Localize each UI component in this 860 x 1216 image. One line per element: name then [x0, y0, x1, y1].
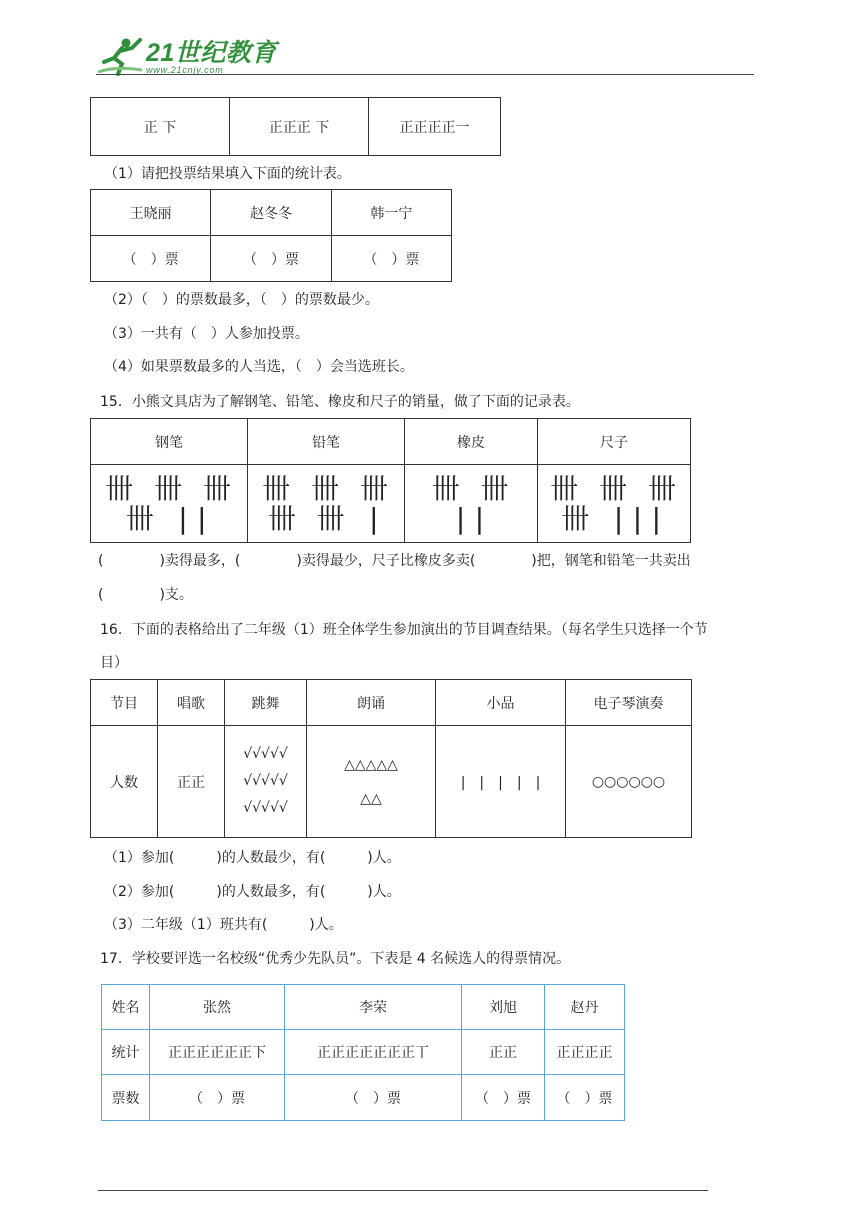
- vote-blank[interactable]: （ ）票: [462, 1075, 545, 1121]
- tally-cell: 正正正 下: [230, 98, 369, 156]
- q16-program-table: [90, 679, 692, 838]
- vote-blank[interactable]: （ ）票: [150, 1075, 285, 1121]
- q14-sub1: （1）请把投票结果填入下面的统计表。: [104, 166, 351, 182]
- piano-marks: ○○○○○○: [566, 726, 692, 838]
- header-rule: [96, 74, 754, 75]
- tally-marks: 卌 卌 卌 卌 |||: [538, 465, 691, 543]
- q16-sub1: （1）参加( )的人数最少，有( )人。: [104, 850, 401, 866]
- dance-marks: √√√√√ √√√√√ √√√√√: [225, 726, 307, 838]
- name-cell: 王晓丽: [91, 190, 211, 236]
- q14-sub2: （2）（ ）的票数最多，（ ）的票数最少。: [104, 292, 379, 308]
- tally-marks: 卌 卌 卌 卌 卌 |: [248, 465, 405, 543]
- q15-answer-line1: ( )卖得最多，( )卖得最少，尺子比橡皮多卖( )把，钢笔和铅笔一共卖出: [98, 553, 691, 569]
- logo-url: www.21cnjy.com: [146, 65, 224, 75]
- q15-sales-table: [90, 418, 691, 543]
- q14-vote-table: [90, 189, 452, 282]
- singing-count: 正正: [158, 726, 225, 838]
- row-label: 人数: [91, 726, 158, 838]
- vote-blank[interactable]: （ ）票: [285, 1075, 462, 1121]
- header-cell: 跳舞: [225, 680, 307, 726]
- recite-marks: △△△△△ △△: [307, 726, 436, 838]
- vote-blank[interactable]: （ ）票: [331, 236, 451, 282]
- tally-cell: 正 下: [91, 98, 230, 156]
- q14-sub4: （4）如果票数最多的人当选，（ ）会当选班长。: [104, 359, 414, 375]
- header-cell: 唱歌: [158, 680, 225, 726]
- q17-intro: 17．学校要评选一名校级“优秀少先队员”。下表是 4 名候选人的得票情况。: [100, 951, 571, 967]
- q14-sub3: （3）一共有（ ）人参加投票。: [104, 326, 309, 342]
- q15-intro: 15．小熊文具店为了解钢笔、铅笔、橡皮和尺子的销量，做了下面的记录表。: [100, 394, 580, 410]
- footer-rule: [98, 1190, 708, 1191]
- header-cell: 尺子: [538, 419, 691, 465]
- runner-logo-icon: [96, 36, 144, 76]
- row-label: 姓名: [102, 985, 150, 1030]
- q16-intro: 16．下面的表格给出了二年级（1）班全体学生参加演出的节目调查结果。（每名学生只选择一个节: [100, 622, 708, 638]
- header-cell: 钢笔: [91, 419, 248, 465]
- header-cell: 电子琴演奏: [566, 680, 692, 726]
- q16-intro-cont: 目）: [100, 655, 128, 671]
- vote-blank[interactable]: （ ）票: [545, 1075, 625, 1121]
- tally-table-top: [90, 97, 501, 156]
- header-cell: 铅笔: [248, 419, 405, 465]
- name-cell: 刘旭: [462, 985, 545, 1030]
- name-cell: 张然: [150, 985, 285, 1030]
- tally-count: 正正正正正正下: [150, 1030, 285, 1075]
- q17-candidate-table: [101, 984, 625, 1121]
- vote-blank[interactable]: （ ）票: [91, 236, 211, 282]
- header-cell: 橡皮: [405, 419, 538, 465]
- header-cell: 朗诵: [307, 680, 436, 726]
- name-cell: 韩一宁: [331, 190, 451, 236]
- tally-count: 正正正正: [545, 1030, 625, 1075]
- row-label: 票数: [102, 1075, 150, 1121]
- tally-marks: 卌 卌 卌 卌 ||: [91, 465, 248, 543]
- q15-answer-line2: ( )支。: [98, 587, 193, 603]
- tally-count: 正正正正正正正丅: [285, 1030, 462, 1075]
- header-cell: 节目: [91, 680, 158, 726]
- q16-sub2: （2）参加( )的人数最多，有( )人。: [104, 884, 401, 900]
- tally-count: 正正: [462, 1030, 545, 1075]
- tally-cell: 正正正正一: [369, 98, 501, 156]
- logo-text: 21世纪教育: [146, 39, 277, 67]
- tally-marks: 卌 卌 ||: [405, 465, 538, 543]
- name-cell: 李荣: [285, 985, 462, 1030]
- q16-sub3: （3）二年级（1）班共有( )人。: [104, 917, 343, 933]
- vote-blank[interactable]: （ ）票: [211, 236, 331, 282]
- name-cell: 赵丹: [545, 985, 625, 1030]
- header-cell: 小品: [436, 680, 566, 726]
- name-cell: 赵冬冬: [211, 190, 331, 236]
- row-label: 统计: [102, 1030, 150, 1075]
- skit-marks: | | | | |: [436, 726, 566, 838]
